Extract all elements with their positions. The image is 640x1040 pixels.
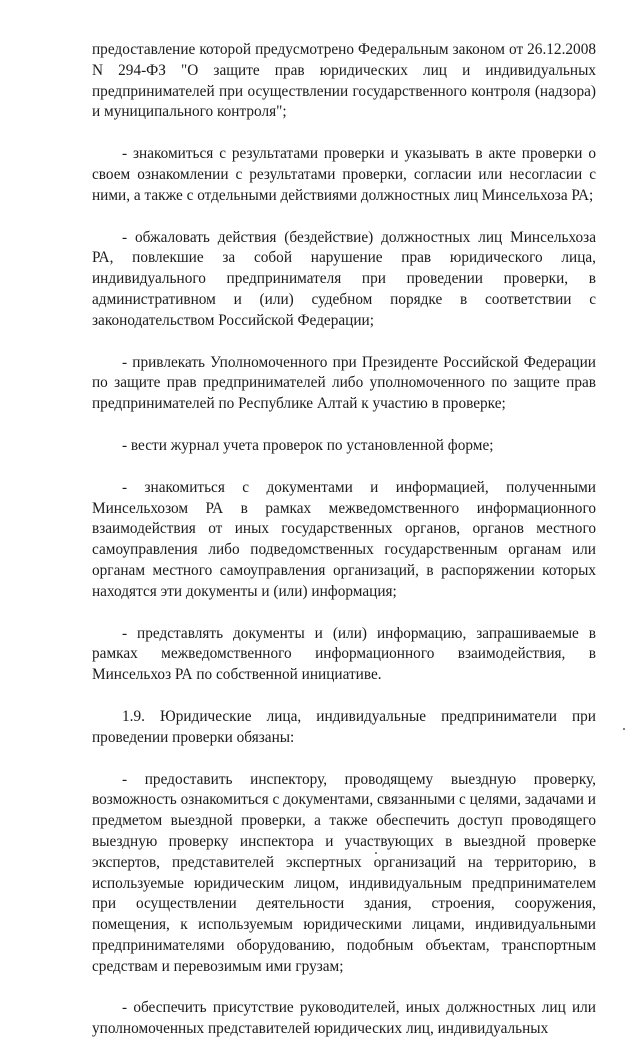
paragraph-continuation: предоставление которой предусмотрено Федеральным законом от 26.12.2008 N 294-ФЗ "О защите прав юридических лиц и индивидуальных предпринимателей при осуществлении государственного контроля (надзора) и муниципального контроля"; [92, 41, 596, 121]
paragraph-inspection-log: - вести журнал учета проверок по установленной форме; [122, 436, 494, 454]
paragraph-right-to-involve-ombudsman: - привлекать Уполномоченного при Президенте Российской Федерации по защите прав предпринимателей либо уполномоченного по защите прав предпринимателей по Республике Алтай к участию в проверке; [92, 353, 596, 413]
paragraph-ensure-presence: - обеспечить присутствие руководителей, иных должностных лиц или уполномоченных представителей юридических лиц, индивидуальных [92, 999, 596, 1038]
paragraph-review-interagency-info: - знакомиться с документами и информацией, полученными Минсельхозом РА в рамках межведомственного информационного взаимодействия от иных государственных органов, органов местного самоуправления либо подведомственных государственным органам или органам местного самоуправления организаций, в распоряжении которых находятся эти документы и (или) информация; [92, 478, 596, 600]
scan-speck [623, 728, 625, 730]
document-body [92, 40, 596, 1040]
scan-speck [375, 852, 377, 854]
paragraph-submit-documents: - представлять документы и (или) информацию, запрашиваемые в рамках межведомственного информационного взаимодействия, в Минсельхоз РА по собственной инициативе. [92, 624, 596, 684]
paragraph-section-1-9: 1.9. Юридические лица, индивидуальные предприниматели при проведении проверки обязаны: [92, 707, 596, 746]
paragraph-right-to-review-results: - знакомиться с результатами проверки и указывать в акте проверки о своем ознакомлении с результатами проверки, согласии или несогласии с ними, а также с отдельными действиями должностных лиц Минсельхоза РА; [92, 145, 596, 204]
paragraph-provide-access: - предоставить инспектору, проводящему выездную проверку, возможность ознакомиться с документами, связанными с целями, задачами и предметом выездной проверки, а также обеспечить доступ проводящего выездную проверку инспектора и участвующих в выездной проверке экспертов, представителей экспертных организаций на территорию, в используемые юридическим лицом, индивидуальным предпринимателем при осуществлении деятельности здания, строения, сооружения, помещения, к используемым юридическими лицами, индивидуальными предпринимателями оборудованию, подобным объектам, транспортным средствам и перевозимым ими грузам; [92, 770, 596, 975]
paragraph-right-to-appeal: - обжаловать действия (бездействие) должностных лиц Минсельхоза РА, повлекшие за собой нарушение прав юридического лица, индивидуального предпринимателя при проведении проверки, в административном и (или) судебном порядке в соответствии с законодательством Российской Федерации; [92, 228, 596, 329]
